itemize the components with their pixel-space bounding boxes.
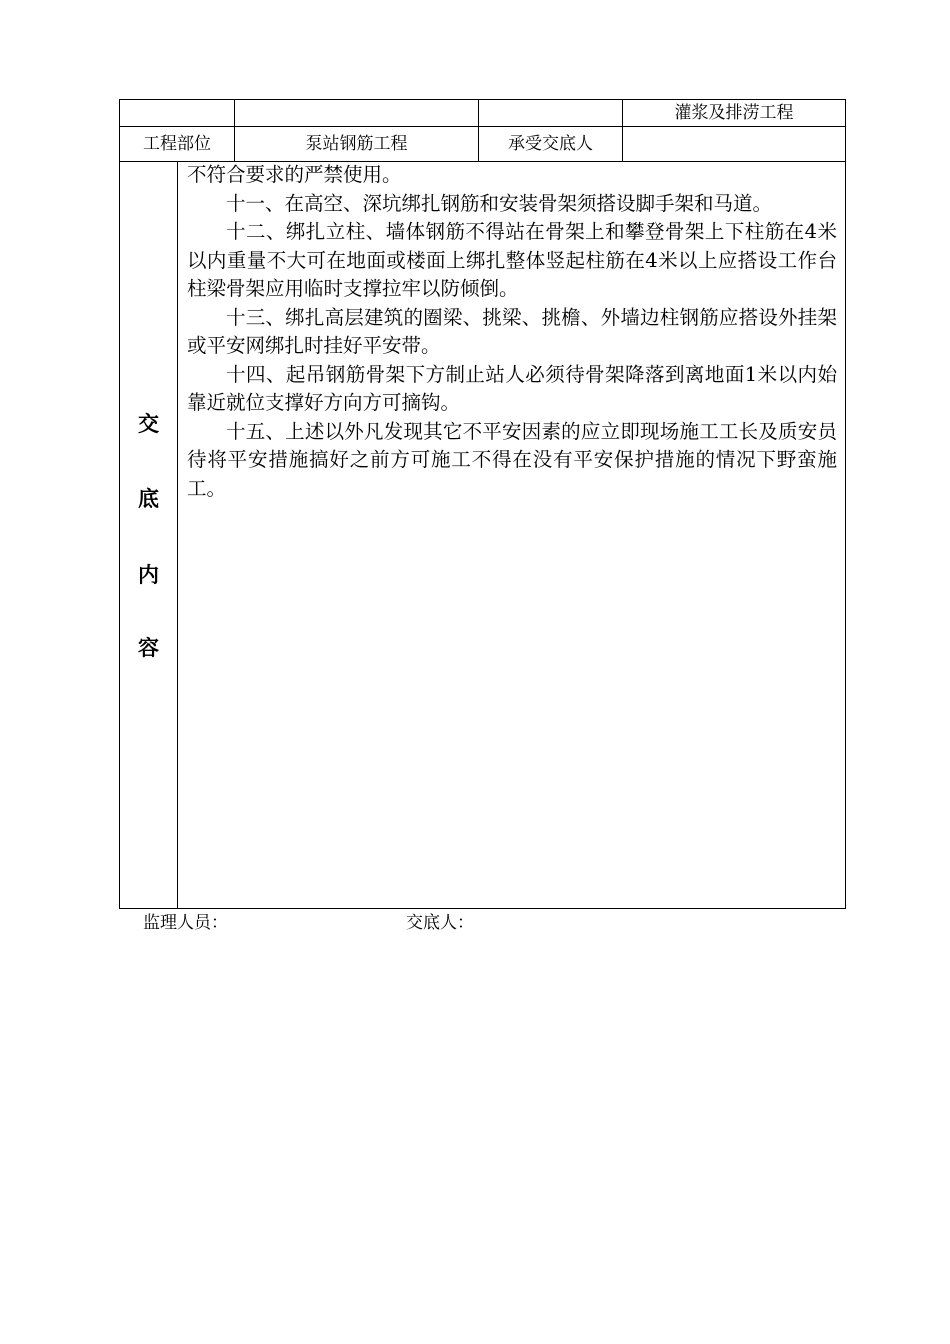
supervisor-label: 监理人员：: [143, 913, 228, 933]
project-name: 灌浆及排涝工程: [674, 103, 794, 123]
content-paragraph: 十二、绑扎立柱、墙体钢筋不得站在骨架上和攀登骨架上下柱筋在4米以内重量不大可在地面或楼面上绑扎整体竖起柱筋在4米以上应搭设工作台柱梁骨架应用临时支撑拉牢以防倾倒。: [187, 220, 837, 300]
content-divider: [177, 161, 178, 908]
disclosure-table: [119, 99, 846, 909]
receiver-label: 承受交底人: [508, 134, 593, 154]
section-label-char-2: 底: [138, 486, 159, 511]
discloser-label: 交底人：: [406, 913, 474, 933]
content-paragraph: 十五、上述以外凡发现其它不平安因素的应立即现场施工工长及质安员待将平安措施搞好之前方可施工不得在没有平安保护措施的情况下野蛮施工。: [187, 419, 837, 500]
content-paragraph: 十四、起吊钢筋骨架下方制止站人必须待骨架降落到离地面1米以内始靠近就位支撑好方向方可摘钩。: [187, 362, 837, 414]
section-label-char-1: 交: [138, 411, 159, 436]
content-paragraph: 十一、在高空、深坑绑扎钢筋和安装骨架须搭设脚手架和马道。: [226, 191, 773, 215]
section-label-char-3: 内: [138, 562, 159, 587]
section-label-char-4: 容: [138, 635, 159, 660]
project-part-value: 泵站钢筋工程: [305, 134, 408, 154]
row-divider-1: [120, 126, 845, 127]
disclosure-content: [187, 161, 837, 503]
project-part-label: 工程部位: [143, 134, 211, 154]
content-paragraph: 不符合要求的严禁使用。: [187, 163, 402, 186]
content-paragraph: 十三、绑扎高层建筑的圈梁、挑梁、挑檐、外墙边柱钢筋应搭设外挂架或平安网绑扎时挂好平安带。: [187, 305, 837, 357]
